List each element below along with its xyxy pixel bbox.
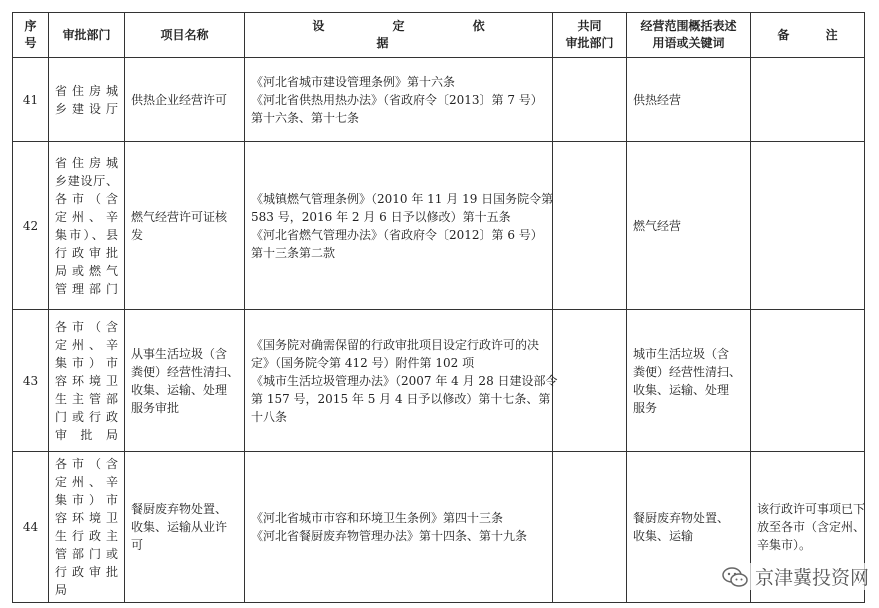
header-joint-line2: 审批部门: [565, 36, 614, 50]
cell-text-line: 第十六条、第十七条: [251, 110, 360, 125]
watermark: [721, 563, 869, 590]
cell-text-line: 各市（含: [55, 191, 118, 206]
cell-text-line: 《河北省供热用热办法》（省政府令〔2013〕第 7 号）: [251, 92, 543, 107]
cell-text-line: 服务审批: [131, 400, 180, 415]
header-joint-line1: 共同: [577, 19, 602, 33]
cell-text-line: 生主管部: [55, 391, 118, 406]
cell-basis: [245, 310, 558, 452]
header-remark: [751, 13, 865, 58]
cell-text-line: 局: [55, 583, 68, 597]
header-basis: [245, 13, 553, 58]
license-table: [12, 12, 865, 603]
cell-text-line: 燃气经营: [633, 218, 682, 233]
cell-text-line: 门或行政: [55, 409, 118, 424]
cell-text-line: 生行政主: [55, 529, 118, 543]
cell-basis: [245, 452, 553, 603]
header-dept: 审批部门: [49, 13, 125, 58]
cell-basis: [245, 58, 553, 142]
cell-text-line: 供热企业经营许可: [131, 92, 228, 107]
cell-remark: [751, 310, 865, 452]
table-body: [13, 58, 865, 603]
cell-dept: [49, 58, 125, 142]
cell-text-line: 583 号，2016 年 2 月 6 日予以修改）第十五条: [251, 209, 511, 224]
header-basis-label: 设 定 依 据: [312, 19, 517, 50]
cell-joint: [553, 452, 627, 603]
cell-scope: [627, 58, 751, 142]
cell-text-line: 管理部门: [55, 281, 118, 296]
cell-text-line: 定州、辛: [55, 337, 118, 352]
table-row: [13, 142, 865, 310]
cell-text-line: 《城市生活垃圾管理办法》（2007 年 4 月 28 日建设部令: [251, 373, 558, 388]
cell-text-line: 定州、辛: [55, 209, 118, 224]
cell-text-line: 餐厨废弃物处置、: [131, 502, 228, 516]
cell-text-line: 粪便）经营性清扫、: [633, 364, 742, 379]
cell-text-line: 《河北省燃气管理办法》（省政府令〔2012〕第 6 号）: [251, 227, 543, 242]
cell-text-line: 收集、运输、处理: [633, 382, 730, 397]
cell-name: [125, 142, 245, 310]
cell-text-line: 省住房城: [55, 155, 118, 170]
cell-text-line: 容环境卫: [55, 511, 118, 525]
cell-text-line: 收集、运输从业许: [131, 520, 228, 534]
cell-text-line: 定州、辛: [55, 475, 118, 489]
cell-text-line: 第 157 号，2015 年 5 月 4 日予以修改）第十七条、第: [251, 391, 551, 406]
table-row: [13, 310, 865, 452]
cell-text-line: 收集、运输、处理: [131, 382, 228, 397]
header-scope-line1: 经营范围概括表述: [640, 19, 737, 33]
cell-text-line: 辛集市）。: [757, 538, 812, 552]
cell-text-line: 从事生活垃圾（含: [131, 346, 228, 361]
cell-dept: [49, 310, 125, 452]
cell-remark: [751, 58, 865, 142]
cell-text-line: 发: [131, 227, 144, 242]
cell-joint: [553, 310, 627, 452]
cell-text-line: 行政审批: [55, 565, 118, 579]
cell-text-line: 供热经营: [633, 92, 682, 107]
cell-text-line: 城市生活垃圾（含: [633, 346, 730, 361]
cell-text-line: 定》（国务院令第 412 号）附件第 102 项: [251, 355, 475, 370]
cell-text-line: 审批局: [55, 427, 118, 442]
cell-text-line: 各市（含: [55, 457, 118, 471]
cell-text-line: 放至各市（含定州、: [757, 520, 866, 534]
cell-joint: [553, 142, 627, 310]
cell-dept: [49, 452, 125, 603]
cell-joint: [553, 58, 627, 142]
header-joint: [553, 13, 627, 58]
cell-text-line: 燃气经营许可证核: [131, 209, 228, 224]
cell-text-line: 集市）市: [55, 493, 118, 507]
header-scope-line2: 用语或关键词: [652, 36, 725, 50]
cell-text-line: 《国务院对确需保留的行政审批项目设定行政许可的决: [251, 337, 540, 352]
table-row: [13, 58, 865, 142]
cell-text-line: 各市（含: [55, 319, 118, 334]
cell-text-line: 集市）、县: [55, 227, 118, 242]
cell-no: 44: [13, 452, 49, 603]
cell-name: [125, 310, 245, 452]
cell-text-line: 第十三条第二款: [251, 245, 336, 260]
cell-no: 43: [13, 310, 49, 452]
cell-text-line: 该行政许可事项已下: [757, 502, 866, 516]
cell-text-line: 局或燃气: [55, 263, 118, 278]
header-remark-label: 备 注: [777, 27, 854, 42]
cell-no: 42: [13, 142, 49, 310]
cell-text-line: 收集、运输: [633, 529, 694, 543]
cell-scope: [627, 142, 751, 310]
header-row: [13, 13, 865, 58]
cell-dept: [49, 142, 125, 310]
cell-text-line: 餐厨废弃物处置、: [633, 511, 730, 525]
cell-text-line: 服务: [633, 400, 658, 415]
cell-text-line: 行政审批: [55, 245, 118, 260]
cell-text-line: 管部门或: [55, 547, 118, 561]
cell-text-line: 集市）市: [55, 355, 118, 370]
cell-text-line: 可: [131, 538, 144, 552]
cell-remark: [751, 142, 865, 310]
header-scope: [627, 13, 751, 58]
header-no: 序号: [13, 13, 49, 58]
cell-scope: [627, 310, 751, 452]
cell-text-line: 容环境卫: [55, 373, 118, 388]
cell-text-line: 《河北省城市建设管理条例》第十六条: [251, 74, 456, 89]
cell-basis: [245, 142, 553, 310]
cell-name: [125, 58, 245, 142]
cell-text-line: 《河北省城市市容和环境卫生条例》第四十三条: [251, 511, 504, 525]
cell-text-line: 十八条: [251, 409, 288, 424]
cell-name: [125, 452, 245, 603]
cell-no: 41: [13, 58, 49, 142]
cell-text-line: 省住房城: [55, 83, 118, 98]
cell-text-line: 《城镇燃气管理条例》（2010 年 11 月 19 日国务院令第: [251, 191, 554, 206]
cell-text-line: 《河北省餐厨废弃物管理办法》第十四条、第十九条: [251, 529, 528, 543]
watermark-text: 京津冀投资网: [754, 567, 869, 589]
header-name: 项目名称: [125, 13, 245, 58]
cell-text-line: 乡建设厅: [55, 101, 118, 116]
cell-text-line: 乡建设厅、: [55, 173, 118, 188]
wechat-icon: [721, 566, 749, 588]
cell-text-line: 粪便）经营性清扫、: [131, 364, 240, 379]
